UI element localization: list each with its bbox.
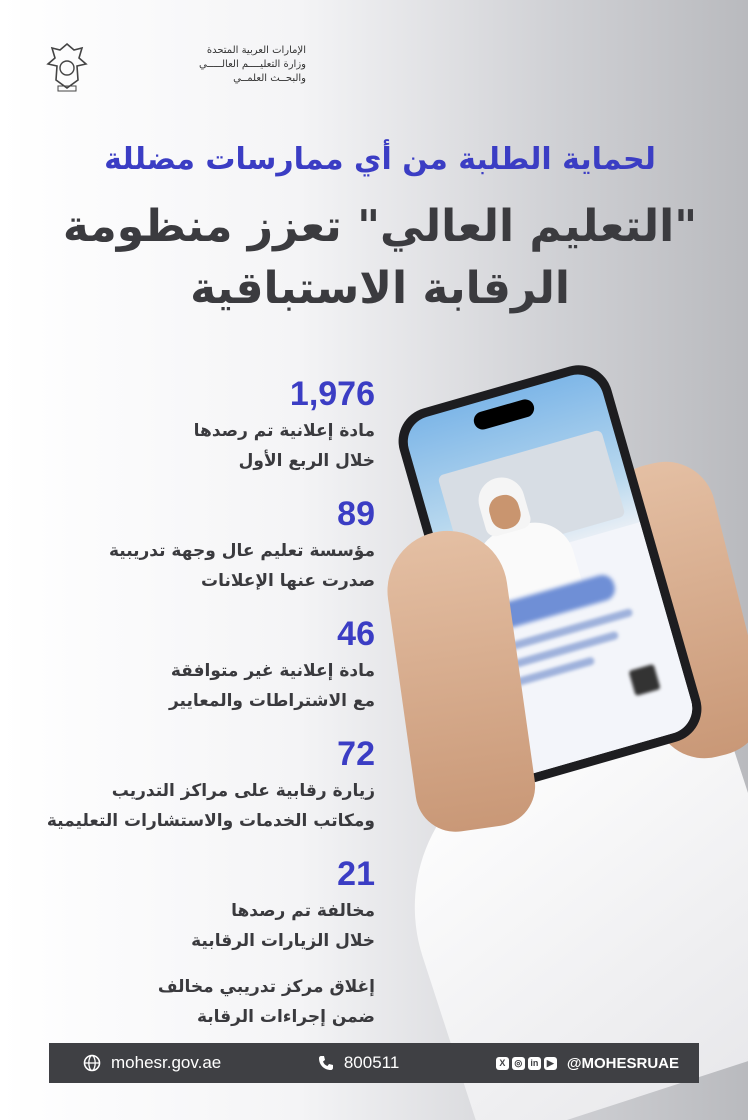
stat-value: 89 [337, 495, 375, 533]
stat-item [30, 612, 375, 716]
logo-line-ministry: وزارة التعليــــم العالـــــي [199, 59, 306, 70]
stats-list [30, 372, 375, 1032]
stat-description: مؤسسة تعليم عال وجهة تدريبية [108, 541, 375, 561]
stat-item [30, 852, 375, 956]
website-link[interactable] [83, 1053, 221, 1073]
stat-description: خلال الربع الأول [238, 451, 375, 471]
phone-icon [318, 1055, 334, 1071]
x-icon[interactable]: X [496, 1057, 509, 1070]
note-line: ضمن إجراءات الرقابة [196, 1007, 375, 1027]
instagram-icon[interactable]: ◎ [512, 1057, 525, 1070]
stat-value: 46 [337, 615, 375, 653]
stat-description: ومكاتب الخدمات والاستشارات التعليمية [46, 811, 375, 831]
stat-description: خلال الزيارات الرقابية [191, 931, 375, 951]
stat-value: 21 [337, 855, 375, 893]
stat-description: مادة إعلانية تم رصدها [193, 421, 375, 441]
stat-description: صدرت عنها الإعلانات [201, 571, 375, 591]
note-line: إغلاق مركز تدريبي مخالف [157, 977, 375, 997]
stat-item [30, 492, 375, 596]
stat-item [30, 732, 375, 836]
ministry-name [96, 44, 306, 86]
globe-icon [83, 1054, 101, 1072]
subheadline: لحماية الطلبة من أي ممارسات مضللة [104, 142, 656, 177]
ministry-logo [46, 40, 306, 100]
headline-line-1: "التعليم العالي" تعزز منظومة [62, 201, 698, 252]
headline-line-2: الرقابة الاستباقية [190, 263, 570, 314]
stat-description: زيارة رقابية على مراكز التدريب [111, 781, 375, 801]
linkedin-icon[interactable]: in [528, 1057, 541, 1070]
stat-description: مع الاشتراطات والمعايير [168, 691, 375, 711]
stat-value: 1,976 [289, 375, 375, 413]
social-handle-text: @MOHESRUAE [566, 1054, 679, 1072]
stat-description: مخالفة تم رصدها [231, 901, 375, 921]
stat-description: مادة إعلانية غير متوافقة [170, 661, 375, 681]
logo-line-research: والبحــث العلمــي [233, 73, 306, 84]
phone-contact[interactable] [318, 1053, 399, 1073]
logo-line-country: الإمارات العربية المتحدة [206, 45, 306, 56]
contact-footer [49, 1043, 699, 1083]
website-text: mohesr.gov.ae [111, 1053, 222, 1072]
uae-emblem-icon [46, 40, 88, 94]
phone-illustration [380, 360, 748, 1060]
headline [40, 196, 720, 320]
social-handle[interactable] [496, 1055, 679, 1072]
closure-note [30, 972, 375, 1032]
stat-value: 72 [337, 735, 375, 773]
phone-number: 800511 [343, 1053, 400, 1072]
stat-item [30, 372, 375, 476]
youtube-icon[interactable]: ▶ [544, 1057, 557, 1070]
social-icons [496, 1057, 557, 1070]
dynamic-island [472, 397, 537, 431]
